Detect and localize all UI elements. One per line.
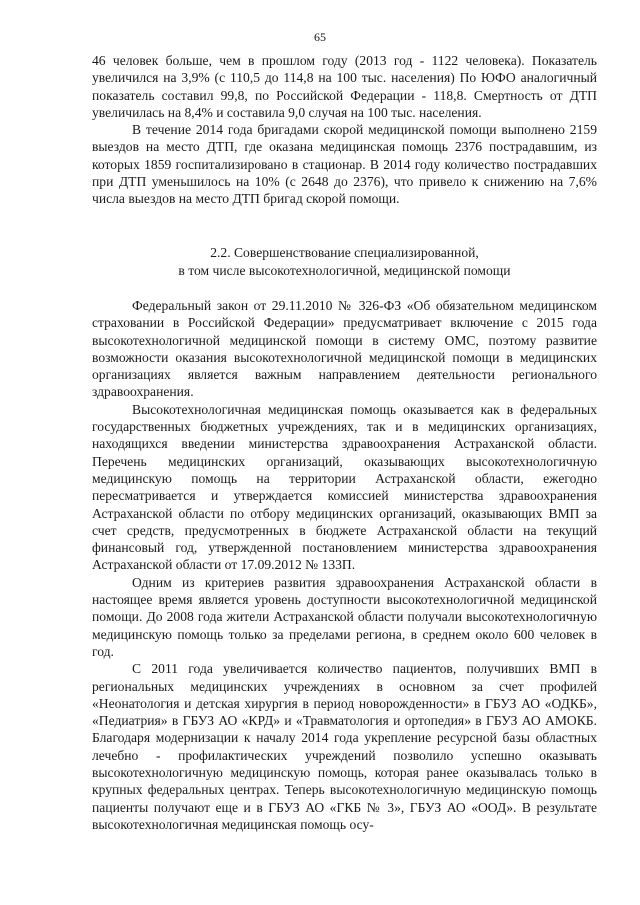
- paragraph: В течение 2014 года бригадами скорой медицинской помощи выполнено 2159 выездов на место ДТП, где оказана медицинская помощь 2376 пострадавшим, из которых 1859 госпитализировано в стационар. В 2014 году количество пострадавших при ДТП уменьшилось на 10% (с 2648 до 2376), что привело к снижению на 7,6% числа выездов на место ДТП бригад скорой помощи.: [92, 122, 597, 207]
- paragraph: Федеральный закон от 29.11.2010 № 326-ФЗ «Об обязательном медицинском страховании в Российской Федерации» предусматривает включение с 2015 года высокотехнологичной медицинской помощи в систему ОМС, поэтому развитие возможности оказания высокотехнологичной медицинской помощи в медицинских организациях является важным направлением деятельности регионального здравоохранения.: [92, 298, 597, 400]
- section-text: [92, 297, 597, 833]
- paragraph: 46 человек больше, чем в прошлом году (2013 год - 1122 человека). Показатель увеличился на 3,9% (с 110,5 до 114,8 на 100 тыс. населения) По ЮФО аналогичный показатель составил 99,8, по Российской Федерации - 118,8. Смертность от ДТП увеличилась на 8,4% и составила 9,0 случая на 100 тыс. населения.: [92, 53, 597, 120]
- page-number: 65: [314, 30, 326, 44]
- section-title-line-1: 2.2. Совершенствование специализированной,: [210, 245, 479, 260]
- intro-text: [92, 52, 597, 208]
- paragraph: С 2011 года увеличивается количество пациентов, получивших ВМП в региональных медицинских учреждениях в основном за счет профилей «Неонатология и детская хирургия в период новорожденности» в ГБУЗ АО «ОДКБ», «Педиатрия» в ГБУЗ АО «КРД» и «Травматология и ортопедия» в ГБУЗ АО АМОКБ. Благодаря модернизации к началу 2014 года укрепление ресурсной базы областных лечебно - профилактических учреждений позволило успешно оказывать высокотехнологичную медицинскую помощь, которая ранее оказывалась только в крупных федеральных центрах. Теперь высокотехнологичную медицинскую помощь пациенты получают еще и в ГБУЗ АО «ГКБ № 3», ГБУЗ АО «ООД». В результате высокотехнологичная медицинская помощь осу-: [92, 661, 597, 832]
- paragraph: Высокотехнологичная медицинская помощь оказывается как в федеральных государственных бюджетных учреждениях, так и в медицинских организациях, находящихся введении министерства здравоохранения Астраханской области. Перечень медицинских организаций, оказывающих высокотехнологичную медицинскую помощь на территории Астраханской области, ежегодно пересматривается и утверждается комиссией министерства здравоохранения Астраханской области по отбору медицинских организаций, оказывающих ВМП за счет средств, предусмотренных в бюджете Астраханской области на текущий финансовый год, утвержденной постановлением министерства здравоохранения Астраханской области от 17.09.2012 № 133П.: [92, 401, 597, 573]
- section-title-line-2: в том числе высокотехнологичной, медицинской помощи: [178, 263, 511, 278]
- paragraph: Одним из критериев развития здравоохранения Астраханской области в настоящее время является уровень доступности высокотехнологичной медицинской помощи. До 2008 года жители Астраханской области получали высокотехнологичную медицинскую помощь только за пределами региона, в среднем около 600 человек в год.: [92, 574, 597, 659]
- section-heading: [92, 244, 597, 280]
